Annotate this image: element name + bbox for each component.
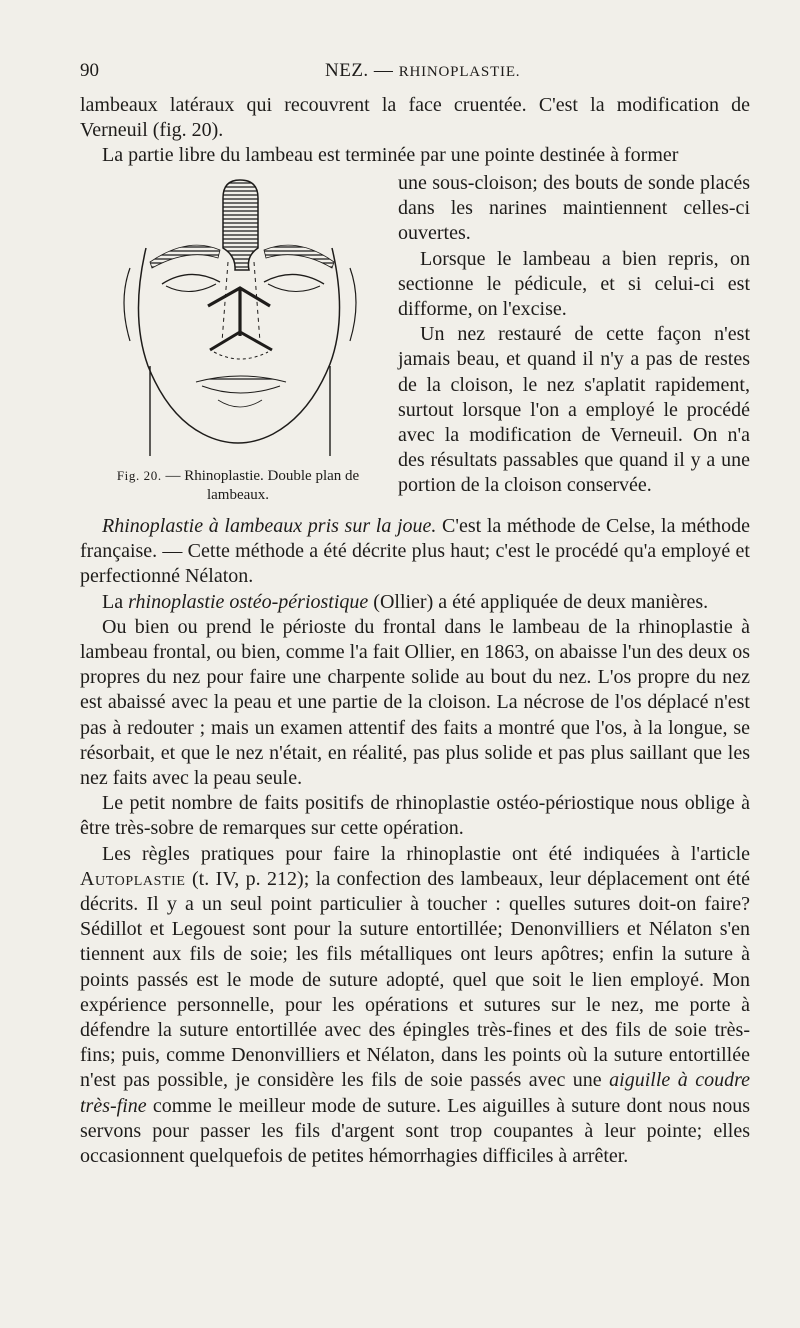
running-header (80, 60, 750, 88)
paragraph-nez-restaure: Un nez restauré de cette façon n'est jamais beau, et quand il n'y a pas de restes de la cloison, le nez s'aplatit rapidement, surtout lorsque l'on a employé le procédé avec la modification de Verneuil. On n'a des résultats passables que quand il y a une portion de la cloison conservée. (398, 323, 750, 497)
paragraph-regles-b: (t. IV, p. 212); la confection des lambeaux, leur déplacement ont été décrits. Il y a un seul point particulier à toucher : quelles sutures doit-on faire? Sédillot et Legouest sont pour la suture entortillée; Denonvilliers et Nélaton s'en tiennent aux fils de soie; les fils métalliques ont leurs apôtres; enfin la suture à points passés est le mode de suture adopté, quel que soit le lien employé. Mon expérience personnelle, pour les opérations et sutures sur le nez, me porte à défendre la suture entortillée avec des épingles très-fines et des fils de soie très-fins; puis, comme Denonvilliers et Nélaton, dans les points où la suture entortillée n'est pas possible, je considère les fils de soie passés avec une (80, 867, 750, 1092)
upper-text (80, 93, 750, 169)
page-number: 90 (80, 60, 99, 81)
paragraph-regles-c: comme le meilleur mode de suture. Les aiguilles à suture dont nous nous servons pour passer les fils d'argent sont trop coupantes à leur pointe; elles occasionnent quelquefois de petites hémorrhagies difficiles à arrêter. (80, 1094, 750, 1168)
paragraph-perioste: Ou bien ou prend le périoste du frontal dans le lambeau de la rhinoplastie à lambeau frontal, ou bien, comme l'a fait Ollier, en 1863, on abaisse l'un des deux os propres du nez pour faire une charpente solide au bout du nez. L'os propre du nez est abaissé avec la peau et une partie de la cloison. La nécrose de l'os déplacé n'est pas à redouter ; mais un examen attentif des faits a montré que l'os, à la longue, se résorbait, et que le nez n'était, en réalité, pas plus solide et pas plus saillant que les nez faits avec la peau seule. (80, 615, 750, 790)
running-title (325, 60, 520, 82)
paragraph-petit-nombre: Le petit nombre de faits positifs de rhinoplastie ostéo-périostique nous oblige à être très-sobre de remarques sur cette opération. (80, 792, 750, 840)
autoplastie-smallcaps: Autoplastie (80, 867, 186, 890)
face-diagram-illustration (88, 166, 388, 466)
figure-label: Fig. 20. (116, 468, 162, 483)
paragraph-joue-text: C'est la méthode de Celse, la méthode française. — Cette méthode a été décrite plus haut; c'est le procédé qu'a employé et perfectionné Nélaton. (80, 515, 750, 588)
italic-heading-joue: Rhinoplastie à lambeaux pris sur la joue. (102, 515, 437, 537)
side-text-column (398, 171, 750, 499)
running-title-nez: NEZ. — (325, 60, 394, 81)
paragraph-regles (80, 842, 750, 1170)
paragraph-lambeau-pointe-rest: une sous-cloison; des bouts de sonde placés dans les narines maintiennent celles-ci ouvertes. (398, 172, 750, 245)
paragraph-regles-a: Les règles pratiques pour faire la rhinoplastie ont été indiquées à l'article (102, 842, 750, 865)
italic-aiguille: aiguille à coudre très-fine (80, 1069, 750, 1117)
paragraph-osteo (80, 590, 750, 615)
lower-text (80, 514, 750, 1169)
paragraph-verneuil: lambeaux latéraux qui recouvrent la face cruentée. C'est la modification de Verneuil (fig. 20). (80, 94, 750, 142)
running-title-rhinoplastie: RHINOPLASTIE. (398, 64, 521, 80)
italic-osteo: rhinoplastie ostéo-périostique (128, 590, 369, 613)
figure-caption-text: — Rhinoplastie. Double plan de lambeaux. (165, 468, 360, 503)
paragraph-joue (80, 514, 750, 590)
paragraph-lambeau-pointe-start: La partie libre du lambeau est terminée par une pointe destinée à former (102, 144, 679, 167)
figure-20 (88, 166, 388, 506)
paragraph-osteo-b: (Ollier) a été appliquée de deux manières. (368, 590, 709, 613)
paragraph-osteo-a: La (102, 590, 129, 613)
paragraph-lorsque: Lorsque le lambeau a bien repris, on sectionne le pédicule, et si celui-ci est difforme, on l'excise. (398, 247, 750, 321)
figure-caption (88, 466, 388, 505)
